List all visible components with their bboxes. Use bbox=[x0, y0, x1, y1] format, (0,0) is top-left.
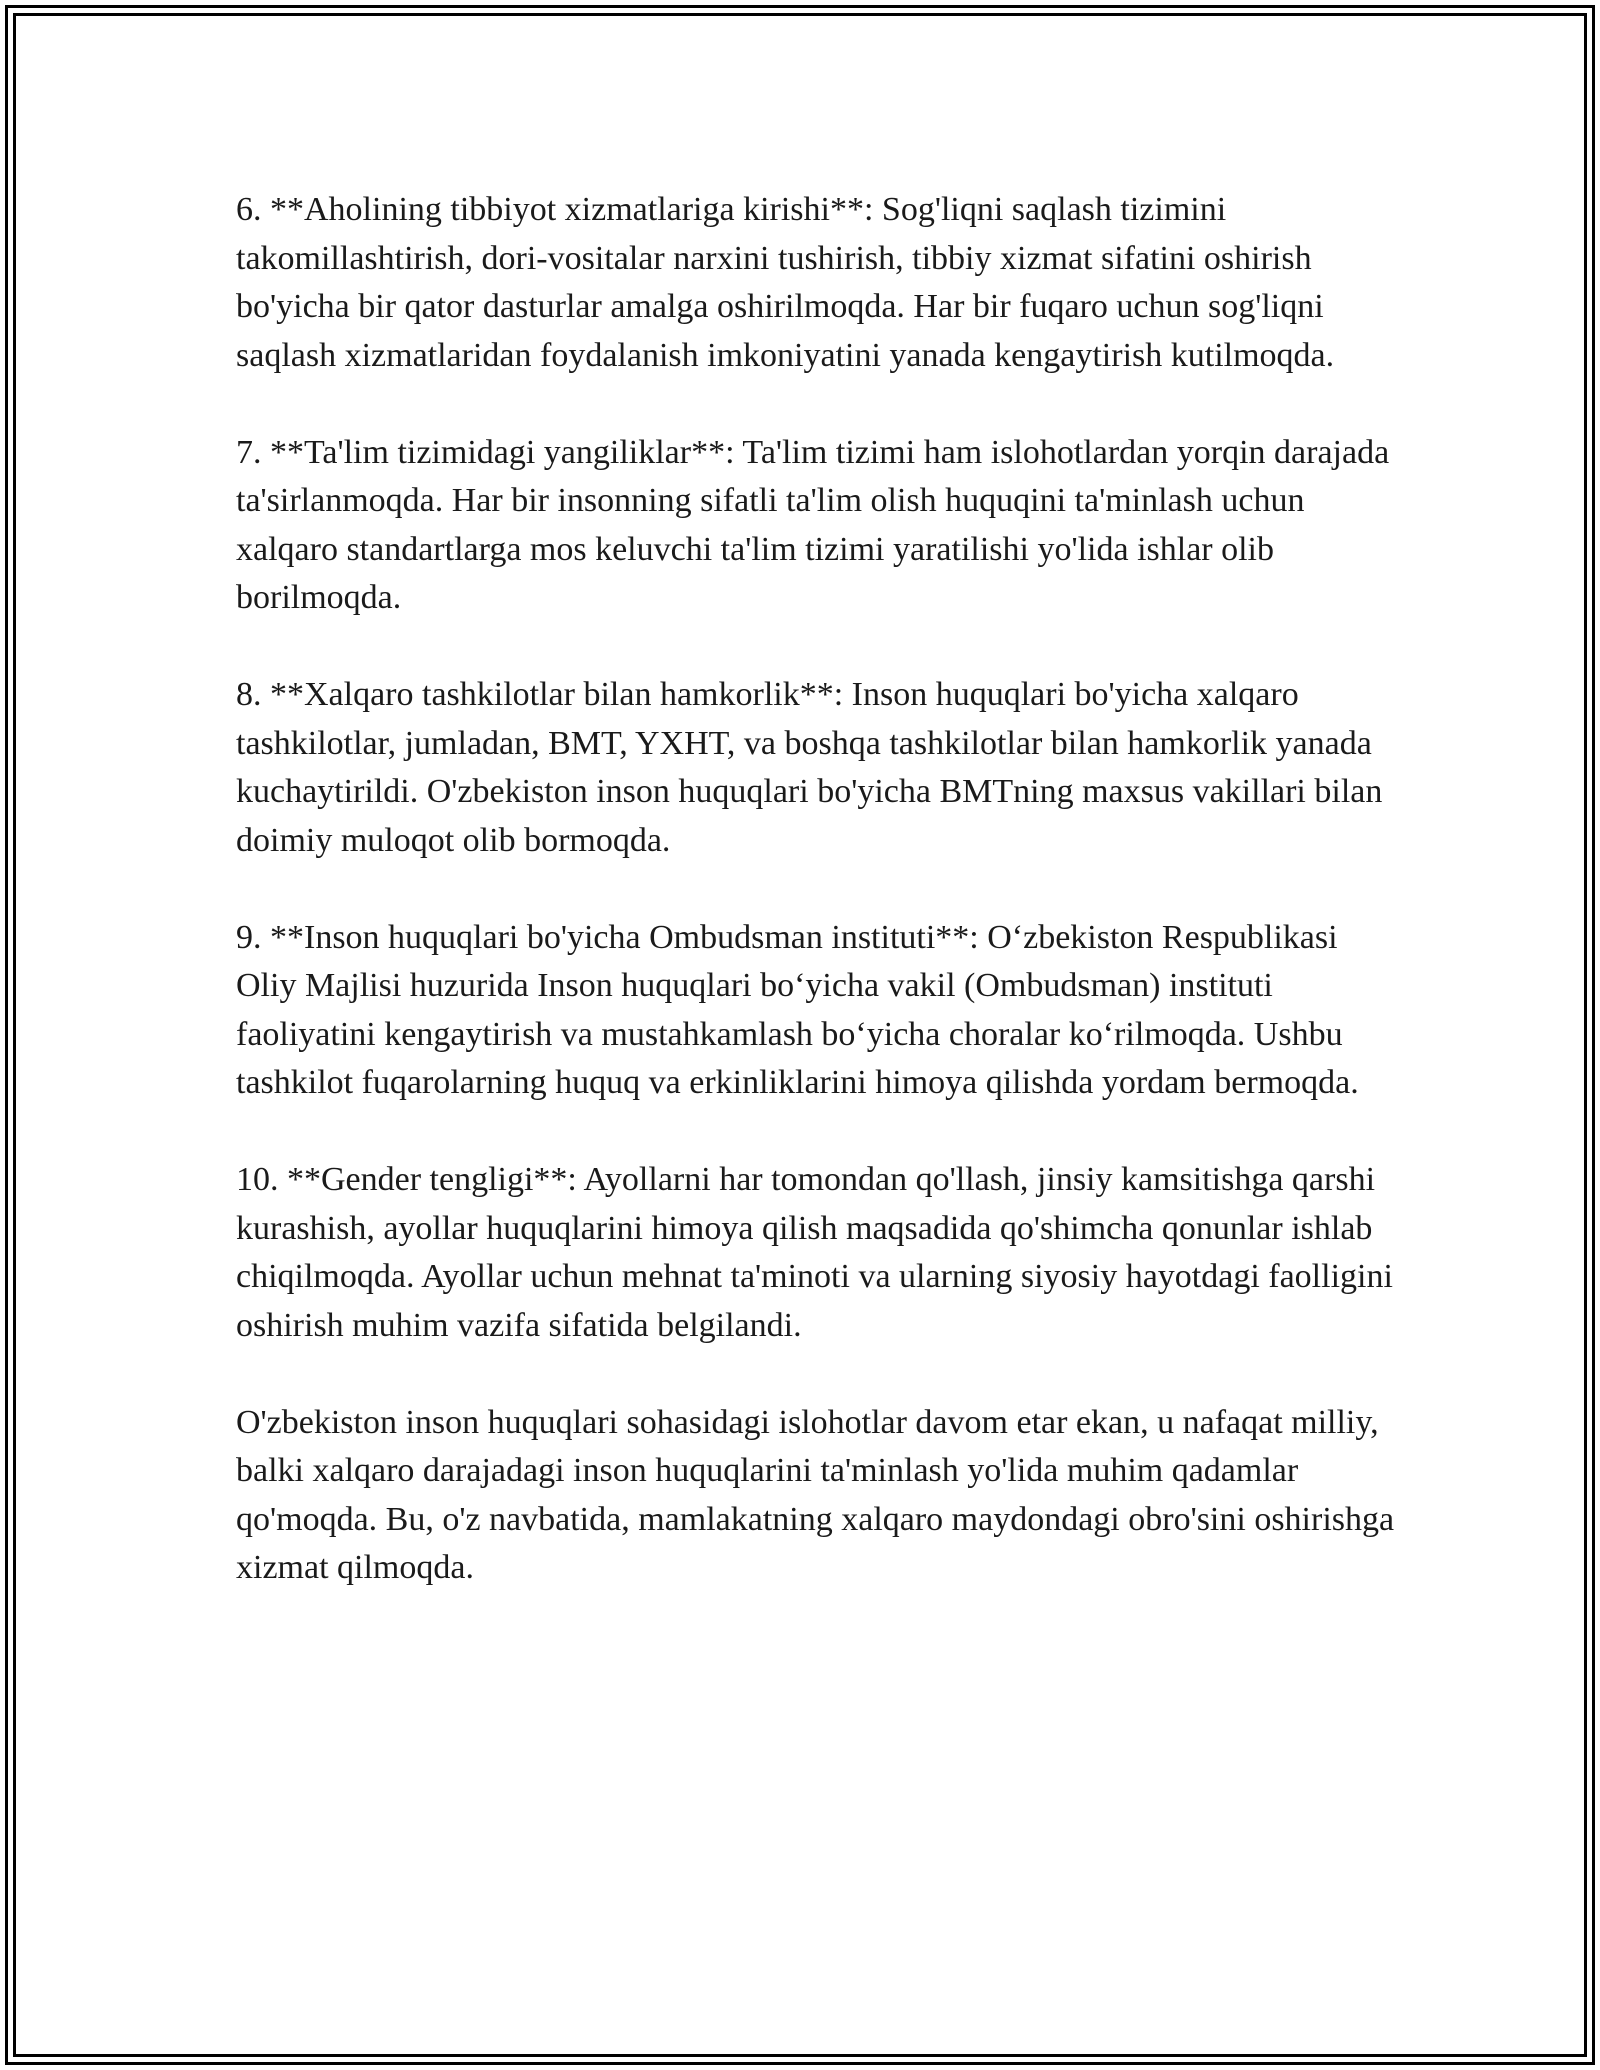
document-body bbox=[236, 186, 1406, 1593]
paragraph-conclusion: O'zbekiston inson huquqlari sohasidagi islohotlar davom etar ekan, u nafaqat milliy, balki xalqaro darajadagi inson huquqlarini ta'minlash yo'lida muhim qadamlar qo'moqda. Bu, o'z navbatida, mamlakatning xalqaro maydondagi obro'sini oshirishga xizmat qilmoqda. bbox=[236, 1403, 1395, 1586]
paragraph-item-10: 10. **Gender tengligi**: Ayollarni har tomondan qo'llash, jinsiy kamsitishga qarshi kurashish, ayollar huquqlarini himoya qilish maqsadida qo'shimcha qonunlar ishlab chiqilmoqda. Ayollar uchun mehnat ta'minoti va ularning siyosiy hayotdagi faolligini oshirish muhim vazifa sifatida belgilandi. bbox=[236, 1161, 1393, 1344]
paragraph-item-8: 8. **Xalqaro tashkilotlar bilan hamkorlik**: Inson huquqlari bo'yicha xalqaro tashkilotlar, jumladan, BMT, YXHT, va boshqa tashkilotlar bilan hamkorlik yanada kuchaytirildi. O'zbekiston inson huquqlari bo'yicha BMTning maxsus vakillari bilan doimiy muloqot olib bormoqda. bbox=[236, 676, 1383, 859]
paragraph-item-9: 9. **Inson huquqlari bo'yicha Ombudsman instituti**: O‘zbekiston Respublikasi Oliy Majlisi huzurida Inson huquqlari bo‘yicha vakil (Ombudsman) instituti faoliyatini kengaytirish va mustahkamlash bo‘yicha choralar ko‘rilmoqda. Ushbu tashkilot fuqarolarning huquq va erkinliklarini himoya qilishda yordam bermoqda. bbox=[236, 918, 1359, 1101]
paragraph-item-6: 6. **Aholining tibbiyot xizmatlariga kirishi**: Sog'liqni saqlash tizimini takomillashtirish, dori-vositalar narxini tushirish, tibbiy xizmat sifatini oshirish bo'yicha bir qator dasturlar amalga oshirilmoqda. Har bir fuqaro uchun sog'liqni saqlash xizmatlaridan foydalanish imkoniyatini yanada kengaytirish kutilmoqda. bbox=[236, 191, 1335, 374]
paragraph-item-7: 7. **Ta'lim tizimidagi yangiliklar**: Ta'lim tizimi ham islohotlardan yorqin darajada ta'sirlanmoqda. Har bir insonning sifatli ta'lim olish huquqini ta'minlash uchun xalqaro standartlarga mos keluvchi ta'lim tizimi yaratilishi yo'lida ishlar olib borilmoqda. bbox=[236, 433, 1390, 616]
